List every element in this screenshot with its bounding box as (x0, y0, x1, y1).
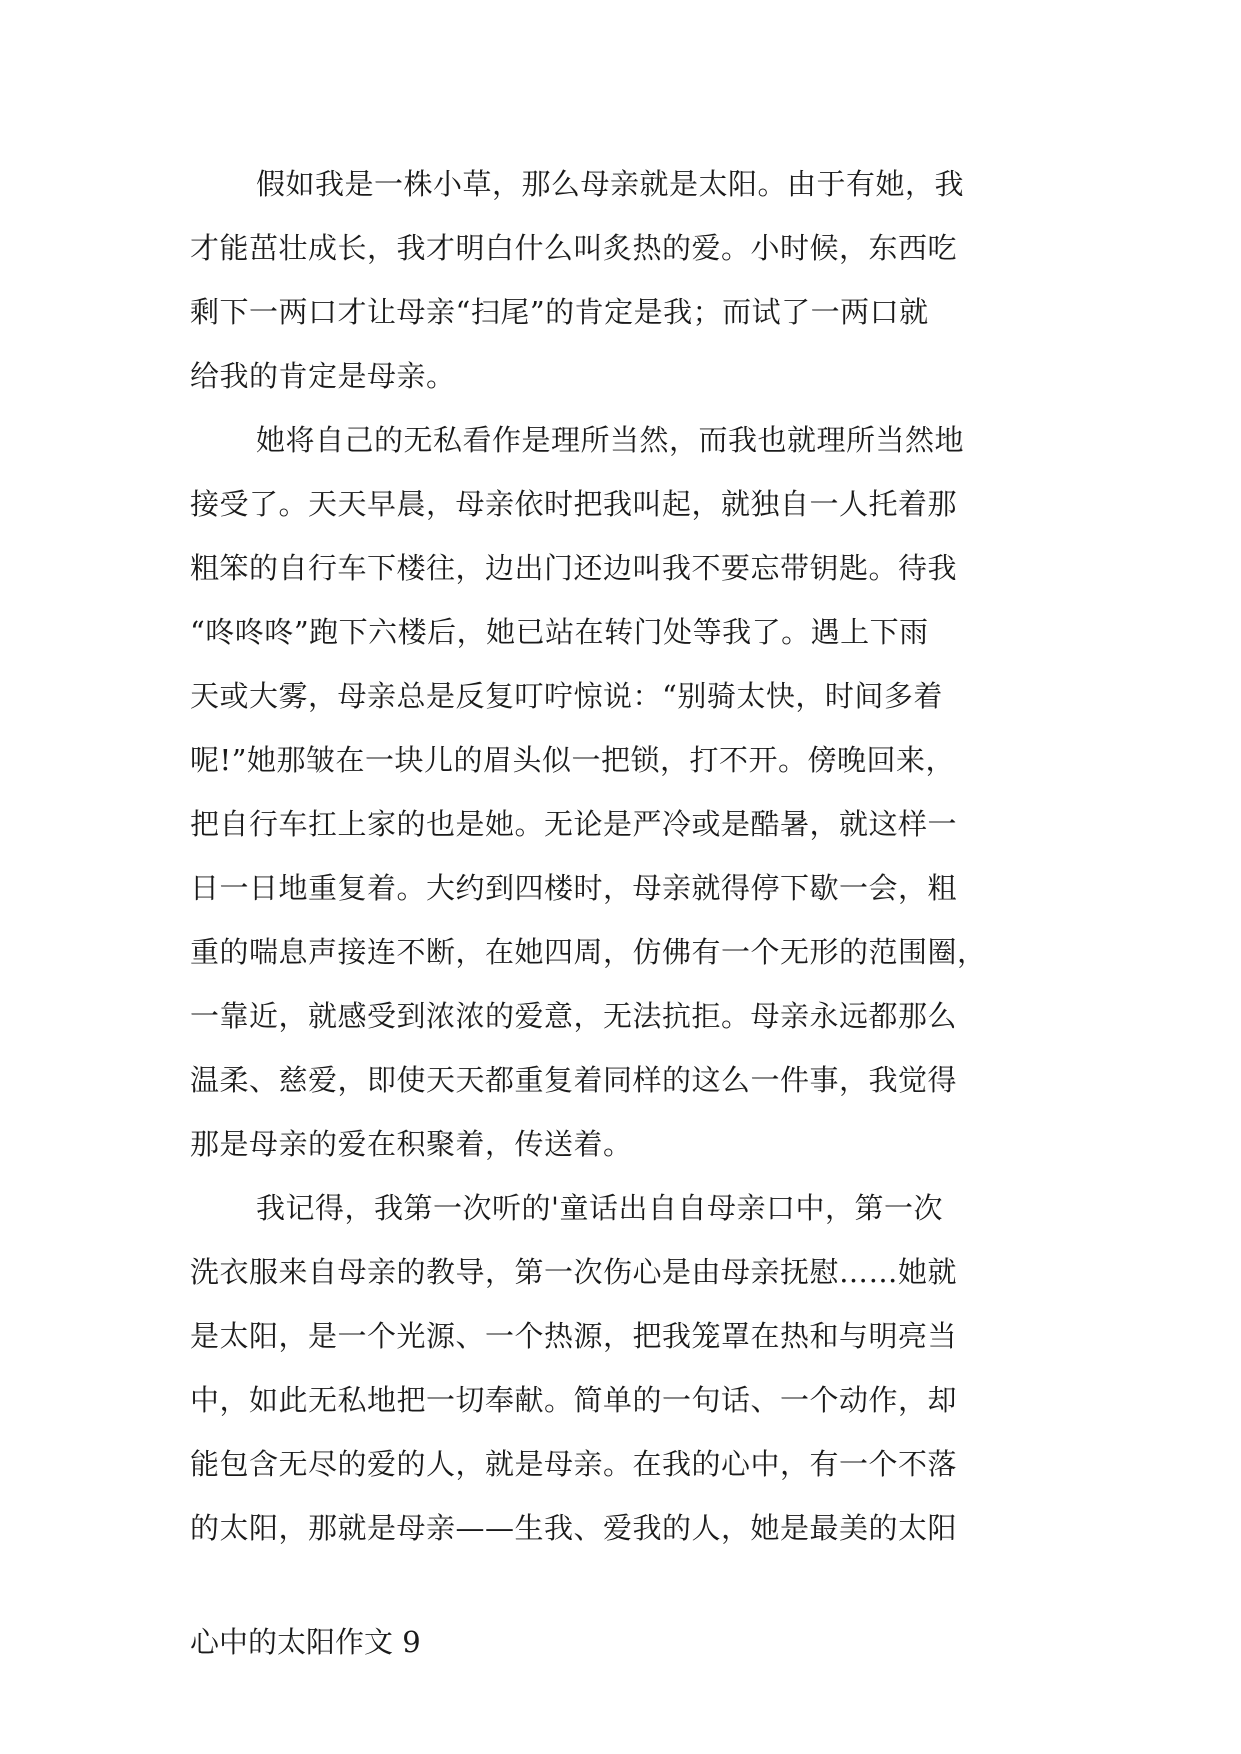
text-line: 呢!”她那皱在一块儿的眉头似一把锁，打不开。傍晚回来， (190, 743, 955, 777)
text-line: 是太阳，是一个光源、一个热源，把我笼罩在热和与明亮当 (190, 1319, 958, 1353)
text-line: 才能茁壮成长，我才明白什么叫炙热的爱。小时候，东西吃 (190, 231, 958, 265)
text-line: 日一日地重复着。大约到四楼时，母亲就得停下歇一会，粗 (190, 871, 958, 905)
text-line: 的太阳，那就是母亲——生我、爱我的人，她是最美的太阳 (190, 1511, 958, 1545)
text-line: 洗衣服来自母亲的教导，第一次伤心是由母亲抚慰……她就 (190, 1255, 958, 1289)
text-line: 给我的肯定是母亲。 (190, 359, 456, 393)
text-line: 把自行车扛上家的也是她。无论是严冷或是酷暑，就这样一 (190, 807, 958, 841)
next-essay-title: 心中的太阳作文 9 (190, 1625, 421, 1659)
text-line: 能包含无尽的爱的人，就是母亲。在我的心中，有一个不落 (190, 1447, 958, 1481)
text-line: 一靠近，就感受到浓浓的爱意，无法抗拒。母亲永远都那么 (190, 999, 958, 1033)
text-line: 我记得，我第一次听的'童话出自自母亲口中，第一次 (256, 1191, 943, 1225)
text-line: 粗笨的自行车下楼往，边出门还边叫我不要忘带钥匙。待我 (190, 551, 958, 585)
text-line: “咚咚咚”跑下六楼后，她已站在转门处等我了。遇上下雨 (190, 615, 929, 649)
text-line: 温柔、慈爱，即使天天都重复着同样的这么一件事，我觉得 (190, 1063, 958, 1097)
text-line: 天或大雾，母亲总是反复叮咛惊说：“别骑太快，时间多着 (190, 679, 943, 713)
text-line: 重的喘息声接连不断，在她四周，仿佛有一个无形的范围圈， (190, 935, 987, 969)
text-line: 中，如此无私地把一切奉献。简单的一句话、一个动作，却 (190, 1383, 958, 1417)
text-line: 假如我是一株小草，那么母亲就是太阳。由于有她，我 (256, 167, 965, 201)
text-line: 那是母亲的爱在积聚着，传送着。 (190, 1127, 633, 1161)
text-line: 剩下一两口才让母亲“扫尾”的肯定是我；而试了一两口就 (190, 295, 929, 329)
text-line: 她将自己的无私看作是理所当然，而我也就理所当然地 (256, 423, 965, 457)
text-line: 接受了。天天早晨，母亲依时把我叫起，就独自一人托着那 (190, 487, 958, 521)
